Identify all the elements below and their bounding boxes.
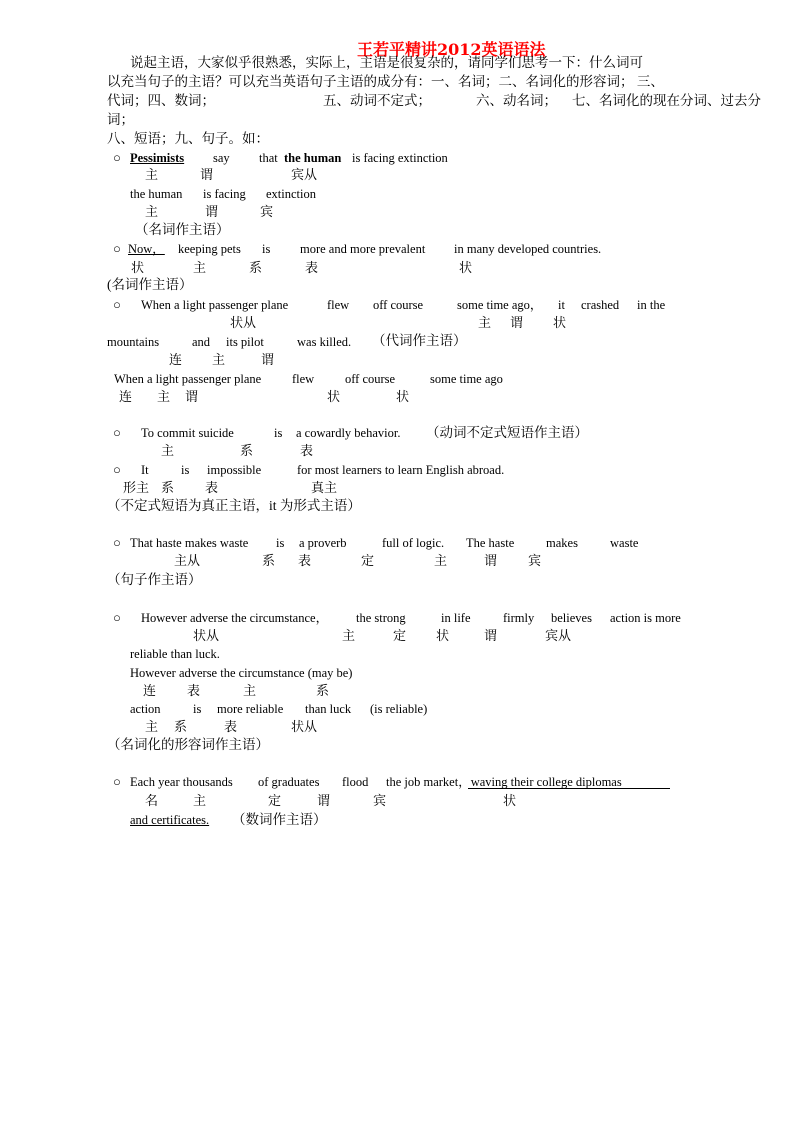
grammar-label: 主 (193, 260, 207, 275)
intro-line-3b: 五、动词不定式； (323, 93, 431, 108)
grammar-label: 主 (145, 204, 159, 219)
example-word: It (141, 463, 149, 477)
intro-line-3a: 代词；四、数词； (107, 93, 215, 108)
example-word: crashed (581, 298, 620, 312)
example-word: is (276, 536, 285, 550)
grammar-label: 系 (161, 480, 175, 495)
grammar-label: 主 (161, 443, 175, 458)
grammar-label: 主 (193, 793, 207, 808)
grammar-label: 主从 (174, 553, 201, 568)
example-word: extinction (266, 187, 316, 201)
grammar-label: 谓 (317, 793, 331, 808)
example-word: That haste makes waste (130, 536, 249, 550)
grammar-label: 表 (300, 443, 314, 458)
example-word: reliable than luck. (130, 647, 220, 661)
grammar-label: 状 (459, 260, 473, 275)
grammar-label: 形主 (123, 480, 150, 495)
grammar-label: 主 (145, 719, 159, 734)
category-note: （数词作主语） (232, 812, 327, 827)
category-note: （不定式短语为真正主语，it 为形式主语） (107, 498, 361, 513)
grammar-label: 表 (205, 480, 219, 495)
grammar-label: 状 (553, 315, 567, 330)
example-word: its pilot (226, 335, 264, 349)
grammar-label: 主 (434, 553, 448, 568)
example-word: Pessimists (130, 151, 185, 165)
grammar-label: 主 (243, 683, 257, 698)
grammar-label: 真主 (311, 480, 338, 495)
example-word: makes (546, 536, 578, 550)
grammar-label: 定 (361, 553, 375, 568)
bullet-circle-icon: ○ (113, 425, 121, 440)
example-word: in many developed countries. (454, 242, 602, 256)
bullet-circle-icon: ○ (113, 241, 121, 256)
example-word: in the (637, 298, 666, 312)
grammar-label: 定 (393, 628, 407, 643)
grammar-label: 状从 (291, 719, 318, 734)
intro-line-3c: 六、动名词； (476, 93, 557, 108)
example-word: a proverb (299, 536, 347, 550)
bullet-circle-icon: ○ (113, 774, 121, 789)
category-note: （动词不定式短语作主语） (426, 425, 588, 440)
example-word: it (558, 298, 565, 312)
grammar-label: 状 (396, 389, 410, 404)
intro-line-1: 说起主语，大家似乎很熟悉，实际上，主语是很复杂的，请同学们思考一下：什么词可 (130, 55, 643, 70)
grammar-label: 宾 (260, 204, 274, 219)
grammar-label: 状从 (230, 315, 257, 330)
grammar-label: 宾 (528, 553, 542, 568)
grammar-label: 名 (145, 793, 159, 808)
grammar-label: 谓 (261, 352, 275, 367)
grammar-label: 主 (157, 389, 171, 404)
example-word: a cowardly behavior. (296, 426, 401, 440)
example-word: the human (130, 187, 183, 201)
grammar-label: 系 (316, 683, 330, 698)
grammar-label: 谓 (510, 315, 524, 330)
example-word: action is more (610, 611, 681, 625)
grammar-label: 连 (143, 683, 157, 698)
example-word: more reliable (217, 702, 284, 716)
example-word: (is reliable) (370, 702, 428, 716)
document-title: 王若平精讲2012英语语法 (357, 40, 546, 59)
category-note: （名词作主语） (135, 222, 230, 237)
grammar-label: 状 (436, 628, 450, 643)
example-word: When a light passenger plane (114, 372, 262, 386)
example-word: The haste (466, 536, 515, 550)
grammar-label: 表 (305, 260, 319, 275)
grammar-label: 主 (145, 167, 159, 182)
bullet-circle-icon: ○ (113, 150, 121, 165)
grammar-label: 表 (187, 683, 201, 698)
example-word: that (259, 151, 278, 165)
example-word: impossible (207, 463, 262, 477)
grammar-label: 宾 (373, 793, 387, 808)
grammar-label: 状从 (193, 628, 220, 643)
example-word: flew (292, 372, 315, 386)
category-note: (名词作主语） (107, 277, 193, 292)
example-word: the human (284, 151, 342, 165)
example-word: flew (327, 298, 350, 312)
example-word: off course (373, 298, 424, 312)
example-word: is facing extinction (352, 151, 448, 165)
example-word: When a light passenger plane (141, 298, 289, 312)
bullet-circle-icon: ○ (113, 535, 121, 550)
grammar-label: 谓 (205, 204, 219, 219)
example-word: However adverse the circumstance (may be) (130, 666, 353, 680)
underline-rule (468, 788, 670, 789)
example-word: and certificates. (130, 813, 210, 827)
example-word: off course (345, 372, 396, 386)
example-word: some time ago (430, 372, 503, 386)
example-word: Now， (128, 242, 165, 256)
example-word: is (274, 426, 283, 440)
intro-line-3d: 七、名词化的现在分词、过去分 (572, 93, 761, 108)
grammar-label: 表 (298, 553, 312, 568)
example-word: flood (342, 775, 369, 789)
bullet-circle-icon: ○ (113, 462, 121, 477)
bullet-circle-icon: ○ (113, 297, 121, 312)
example-word: for most learners to learn English abroad. (297, 463, 505, 477)
grammar-label: 系 (240, 443, 254, 458)
category-note: （名词化的形容词作主语） (107, 737, 269, 752)
grammar-label: 系 (174, 719, 188, 734)
grammar-label: 系 (249, 260, 263, 275)
example-word: mountains (107, 335, 160, 349)
grammar-label: 宾从 (545, 628, 572, 643)
example-word: than luck (305, 702, 352, 716)
grammar-label: 主 (342, 628, 356, 643)
grammar-label: 谓 (484, 628, 498, 643)
example-word: is (181, 463, 190, 477)
bullet-circle-icon: ○ (113, 610, 121, 625)
example-word: is facing (203, 187, 246, 201)
example-word: waste (610, 536, 639, 550)
example-word: the strong (356, 611, 406, 625)
grammar-label: 谓 (200, 167, 214, 182)
grammar-label: 宾从 (291, 167, 318, 182)
example-word: is (193, 702, 202, 716)
example-word: believes (551, 611, 592, 625)
grammar-label: 定 (268, 793, 282, 808)
grammar-label: 谓 (185, 389, 199, 404)
example-word: Each year thousands (130, 775, 233, 789)
example-word: is (262, 242, 271, 256)
example-word: was killed. (297, 335, 352, 349)
grammar-label: 连 (169, 352, 183, 367)
example-word: However adverse the circumstance， (141, 611, 329, 625)
example-word: To commit suicide (141, 426, 234, 440)
example-word: full of logic. (382, 536, 445, 550)
grammar-label: 状 (503, 793, 517, 808)
category-note: （句子作主语） (107, 572, 202, 587)
intro-line-5: 八、短语；九、句子。如： (107, 131, 269, 146)
intro-line-4: 词； (107, 112, 134, 127)
example-word: some time ago， (457, 298, 543, 312)
example-word: keeping pets (178, 242, 241, 256)
example-word: the job market，waving their college diplomas (386, 775, 622, 789)
intro-line-2: 以充当句子的主语？可以充当英语句子主语的成分有：一、名词；二、名词化的形容词； 三、 (107, 74, 664, 89)
grammar-label: 主 (478, 315, 492, 330)
grammar-label: 状 (131, 260, 145, 275)
example-word: firmly (503, 611, 535, 625)
grammar-label: 状 (327, 389, 341, 404)
example-word: of graduates (258, 775, 320, 789)
grammar-label: 主 (212, 352, 226, 367)
example-word: more and more prevalent (300, 242, 426, 256)
example-word: and (192, 335, 211, 349)
category-note: （代词作主语） (372, 333, 467, 348)
grammar-label: 谓 (484, 553, 498, 568)
example-word: action (130, 702, 161, 716)
grammar-label: 系 (262, 553, 276, 568)
grammar-label: 连 (119, 389, 133, 404)
example-word: say (213, 151, 230, 165)
grammar-label: 表 (224, 719, 238, 734)
example-word: in life (441, 611, 471, 625)
